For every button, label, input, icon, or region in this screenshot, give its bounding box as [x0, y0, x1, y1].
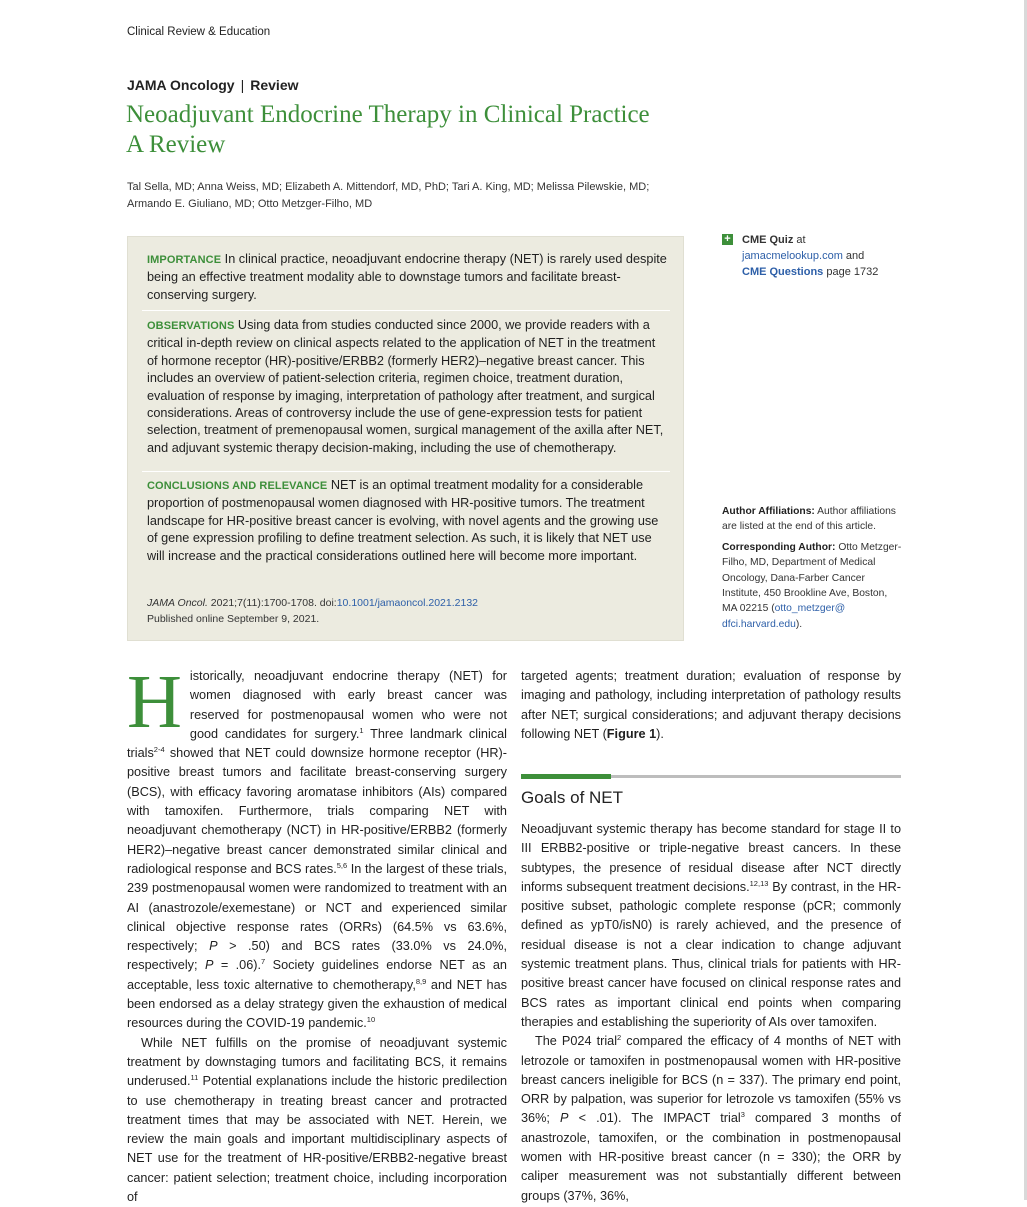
text-run: The P024 trial [535, 1034, 618, 1049]
article-type: Review [250, 77, 299, 93]
corresponding-text: Otto Metzger-Filho, MD, Department of Medical Oncology, Dana-Farber Cancer Institute, 450 Brookline Ave, Boston, MA 02215 ( [722, 541, 902, 615]
abstract-conclusions [147, 477, 667, 565]
text-run: In the largest of these trials, 239 postmenopausal women were randomized to treatment with an AI (anastrozole/exemestane) or NCT and experienced similar clinical objective response rates (ORRs) (64.5% vs 63.6%, respectively; [127, 861, 507, 954]
body-paragraph [127, 1034, 507, 1207]
body-paragraph [521, 667, 901, 744]
reference-mark: 5,6 [336, 860, 348, 870]
author-list [127, 179, 707, 213]
reference-mark: 2-4 [153, 744, 165, 754]
section-heading: Goals of NET [521, 788, 624, 807]
text-run: P [204, 958, 214, 973]
cme-quiz-label: CME Quiz [742, 234, 794, 246]
text-run: targeted agents; treatment duration; evaluation of response by imaging and pathology, including interpretation of pathology results after NET; surgical considerations; and adjuvant therapy decisions following NET ( [521, 669, 901, 741]
figure-link[interactable]: Figure 1 [606, 726, 657, 741]
text-run: While NET fulfills on the promise of neoadjuvant systemic treatment by downstaging tumors and facilitating BCS, it remains underused. [127, 1035, 507, 1089]
affiliations-text: Author affiliations are listed at the end of this article. [722, 506, 896, 533]
title-line-1: Neoadjuvant Endocrine Therapy in Clinical Practice [126, 101, 650, 128]
email-link[interactable]: otto_metzger@ dfci.harvard.edu [722, 603, 846, 630]
plus-icon: + [722, 234, 733, 245]
text-run: Potential explanations include the historic predilection to use chemotherapy in treating breast cancer and protracted treatment times that may be associated with NET. Herein, we review the main goals and important multidisciplinary aspects of NET use for the treatment of HR-positive/ERBB2-negative breast cancer: patient selection; treatment choice, including incorporation of [127, 1074, 507, 1205]
importance-heading: IMPORTANCE [147, 254, 222, 266]
citation-journal: JAMA Oncol. [147, 597, 208, 609]
reference-mark: 10 [366, 1015, 376, 1025]
reference-mark: 2 [617, 1033, 622, 1043]
title-line-2: A Review [126, 131, 226, 158]
body-column-right-continued [521, 820, 901, 1206]
text-run: compared the efficacy of 4 months of NET with letrozole or tamoxifen in postmenopausal women with HR-positive breast cancers ineligible for BCS (n = 337). The primary end point, ORR by palpation, was superior for letrozole vs tamoxifen (55% vs 36%; [521, 1034, 901, 1126]
cme-box [722, 232, 892, 280]
body-paragraph [127, 660, 507, 1034]
text-run: compared 3 months of anastrozole, tamoxifen, or the combination in postmenopausal women with HR-positive breast cancer (n = 330); the ORR by caliper measurement was not substantially different between groups (37%, 36%, [521, 1111, 901, 1203]
text-run: showed that NET could downsize hormone receptor (HR)-positive breast tumors and facilitate breast-conserving surgery (BCS), with efficacy favoring aromatase inhibitors (AIs) compared with tamoxifen. Furthermore, trials comparing NET with neoadjuvant chemotherapy (NCT) in HR-positive/ERBB2 (formerly HER2)–negative breast cancer demonstrated similar clinical and radiological response and BCS rates. [127, 746, 507, 876]
observations-text: Using data from studies conducted since 2000, we provide readers with a critical in-depth review on clinical aspects related to the application of NET in the treatment of hormone receptor (HR)-positive/ERBB2 (formerly HER2)–negative breast cancer. This includes an overview of patient-selection criteria, regimen choice, treatment duration, evaluation of response by imaging, interpretation of pathology after treatment, and surgical considerations. Areas of controversy include the use of gene-expression tests for patient selection, treatment of premenopausal women, surgical management of the axilla after NET, and adjuvant systemic therapy decision-making, including the use of chemotherapy. [147, 318, 664, 455]
body-paragraph [521, 1032, 901, 1206]
section-rule-accent [521, 774, 611, 779]
cme-page: page 1732 [823, 266, 879, 278]
text-run: Society guidelines endorse NET as an acceptable, less toxic alternative to chemotherapy, [127, 958, 507, 992]
abstract-box [127, 236, 684, 641]
doi-link[interactable]: 10.1001/jamaoncol.2021.2132 [336, 597, 479, 609]
authors-line-2: Armando E. Giuliano, MD; Otto Metzger-Filho, MD [127, 198, 373, 210]
abstract-citation [147, 595, 667, 627]
body-column-left [127, 660, 507, 1207]
text-run: < .01). The IMPACT trial [568, 1111, 741, 1126]
text-run: and NET has been endorsed as a delay strategy given the exhaustion of medical resources during the COVID-19 pandemic. [127, 977, 507, 1031]
text-run: P [560, 1111, 569, 1126]
cme-and: and [842, 250, 865, 262]
text-run: > .50) and BCS rates (33.0% vs 24.0%, respectively; [127, 939, 507, 973]
abstract-divider [142, 310, 670, 311]
abstract-importance [147, 251, 667, 304]
corresponding-close: ). [795, 618, 803, 630]
published-date: Published online September 9, 2021. [147, 613, 320, 625]
journal-name: JAMA Oncology [127, 77, 235, 93]
affiliations-heading: Author Affiliations: [722, 506, 815, 517]
section-label: Clinical Review & Education [127, 26, 271, 38]
text-run: = .06). [213, 958, 262, 973]
text-run: istorically, neoadjuvant endocrine therapy (NET) for women diagnosed with early breast cancer was reserved for postmenopausal women who were not good candidates for surgery. [189, 669, 507, 741]
cme-site-link[interactable]: jamacmelookup.com [742, 250, 843, 262]
journal-separator: | [240, 77, 245, 93]
reference-mark: 8,9 [415, 976, 427, 986]
author-info-sidebar [722, 504, 904, 637]
cme-at: at [793, 234, 806, 246]
abstract-observations [147, 317, 667, 457]
importance-text: In clinical practice, neoadjuvant endocrine therapy (NET) is rarely used despite being an effective treatment modality able to downstage tumors and facilitate breast-conserving surgery. [147, 252, 667, 302]
text-run: Neoadjuvant systemic therapy has become standard for stage II to III ERBB2-positive or triple-negative breast cancers. In these subtypes, the presence of residual disease after NCT directly informs subsequent treatment decisions. [521, 822, 901, 894]
reference-mark: 3 [740, 1110, 745, 1120]
corresponding-heading: Corresponding Author: [722, 541, 836, 553]
abstract-divider [142, 471, 670, 472]
citation-ref: 2021;7(11):1700-1708. doi: [207, 597, 337, 609]
corresponding-author [722, 540, 904, 632]
text-run: P [209, 939, 218, 954]
drop-cap: H [127, 660, 182, 744]
observations-heading: OBSERVATIONS [147, 320, 235, 332]
text-run: Three landmark clinical trials [127, 726, 507, 761]
conclusions-heading: CONCLUSIONS AND RELEVANCE [147, 480, 328, 492]
authors-line-1: Tal Sella, MD; Anna Weiss, MD; Elizabeth A. Mittendorf, MD, PhD; Tari A. King, MD; Melissa Pilewskie, MD; [127, 181, 650, 193]
body-column-right [521, 667, 901, 744]
text-run: By contrast, in the HR-positive subset, pathologic complete response (pCR; commonly defined as ypT0/isN0) is rarely achieved, and the presence of residual disease is not a clear indication to change adjuvant systemic treatment plans. Thus, clinical trials for patients with HR-positive breast cancer have focused on clinical response rates and BCS rates as important clinical end points when comparing therapies and establishing the superiority of AIs over tamoxifen. [521, 879, 901, 1029]
article-title [126, 100, 746, 160]
affiliations-note [722, 504, 904, 535]
conclusions-text: NET is an optimal treatment modality for a considerable proportion of postmenopausal women diagnosed with HR-positive tumors. The treatment landscape for HR-positive breast cancer is evolving, with novel agents and the growing use of gene expression profiling to define treatment selection. As such, it is likely that NET use will increase and the practical considerations outlined here will become more important. [147, 478, 659, 563]
reference-mark: 11 [190, 1073, 199, 1082]
cme-questions-link[interactable]: CME Questions [742, 266, 824, 278]
reference-mark: 1 [359, 725, 364, 735]
text-run: ). [656, 726, 664, 741]
reference-mark: 7 [261, 957, 266, 967]
body-paragraph [521, 820, 901, 1032]
journal-line [127, 77, 299, 93]
section-rule [521, 775, 901, 778]
reference-mark: 12,13 [749, 878, 769, 888]
